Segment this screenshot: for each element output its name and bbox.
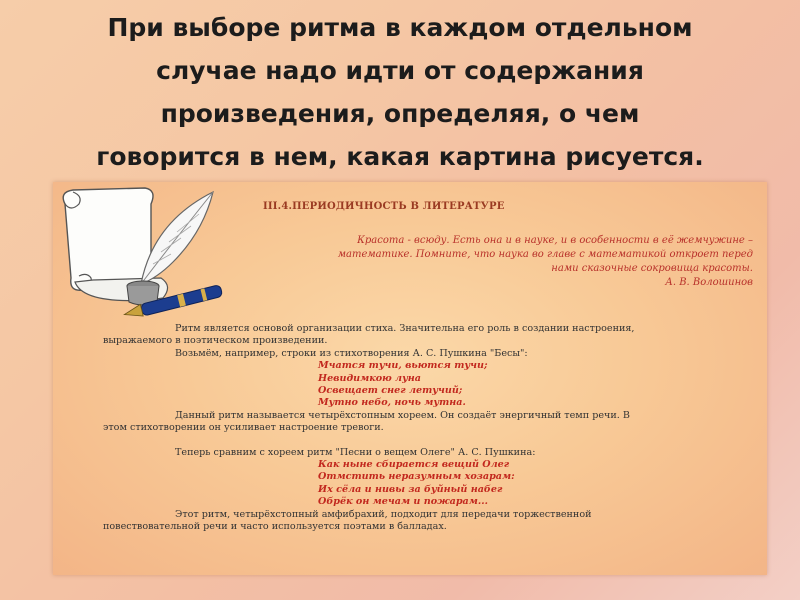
epigraph-author: А. В. Волошинов bbox=[665, 277, 753, 288]
verse-line: Мчатся тучи, вьются тучи; bbox=[318, 360, 488, 372]
verse-line: Обрёк он мечам и пожарам... bbox=[318, 496, 488, 508]
heading-line: случае надо идти от содержания bbox=[156, 56, 644, 85]
document-title: III.4.ПЕРИОДИЧНОСТЬ В ЛИТЕРАТУРЕ bbox=[263, 201, 505, 212]
paragraph-cont: повествовательной речи и часто используется поэтами в балладах. bbox=[103, 521, 447, 533]
heading-line: При выборе ритма в каждом отдельном bbox=[107, 13, 693, 42]
verse-line: Их сёла и нивы за буйный набег bbox=[318, 483, 503, 495]
epigraph-line: нами сказочные сокровища красоты. bbox=[551, 263, 753, 274]
document-image bbox=[53, 182, 767, 575]
verse-line: Освещает снег летучий; bbox=[318, 385, 463, 397]
paragraph: Теперь сравним с хореем ритм "Песни о вещем Олеге" А. С. Пушкина: bbox=[175, 446, 536, 458]
paragraph-cont: этом стихотворении он усиливает настроение тревоги. bbox=[103, 422, 384, 434]
verse-line: Отмстить неразумным хозарам: bbox=[318, 471, 515, 483]
verse-line: Невидимкою луна bbox=[318, 372, 422, 384]
verse-line: Как ныне сбирается вещий Олег bbox=[318, 459, 510, 471]
paragraph: Возьмём, например, строки из стихотворения А. С. Пушкина "Бесы": bbox=[175, 347, 528, 359]
verse-line: Мутно небо, ночь мутна. bbox=[318, 397, 466, 409]
scroll-quill-pen-icon bbox=[53, 182, 243, 322]
heading-line: произведения, определяя, о чем bbox=[160, 99, 640, 128]
heading-line: говорится в нем, какая картина рисуется. bbox=[96, 142, 704, 171]
slide-heading bbox=[20, 6, 780, 178]
paragraph: Ритм является основой организации стиха. Значительна его роль в создании настроения, bbox=[175, 323, 635, 334]
paragraph: Данный ритм называется четырёхстопным хореем. Он создаёт энергичный темп речи. В bbox=[175, 409, 630, 421]
paragraph-cont: выражаемого в поэтическом произведении. bbox=[103, 335, 328, 347]
paragraph: Этот ритм, четырёхстопный амфибрахий, подходит для передачи торжественной bbox=[175, 508, 592, 520]
document-body bbox=[103, 323, 743, 534]
epigraph-line: Красота - всюду. Есть она и в науке, и в особенности в её жемчужине – bbox=[357, 235, 753, 246]
epigraph bbox=[273, 234, 753, 290]
epigraph-line: математике. Помните, что наука во главе с математикой откроет перед bbox=[337, 249, 753, 260]
